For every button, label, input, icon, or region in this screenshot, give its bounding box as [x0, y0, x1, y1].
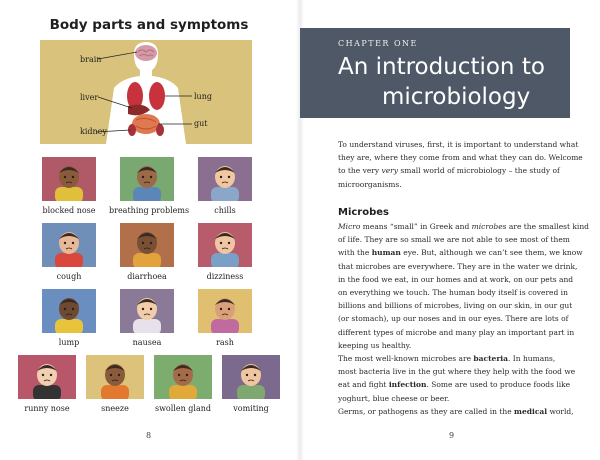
- text-line: that microbes are everywhere. They are in the water we drink,: [338, 261, 578, 271]
- label-kidney: kidney: [80, 127, 107, 136]
- symptom-illustration: [42, 223, 96, 267]
- text-line: (or stomach), up our noses and in our eyes. There are lots of: [338, 314, 569, 324]
- symptom-label: nausea: [132, 338, 162, 347]
- symptom-label: blocked nose: [42, 206, 96, 215]
- symptom-illustration: [120, 223, 174, 267]
- symptom-label: breathing problems: [109, 206, 190, 215]
- subheading-microbes: Microbes: [338, 207, 390, 218]
- text-line: to the very very small world of microbiology – the study of: [338, 166, 560, 176]
- chapter-title-line-1: An introduction to: [338, 54, 545, 80]
- text-line: eat and fight infection. Some are used to produce foods like: [338, 380, 571, 390]
- symptom-label: runny nose: [24, 404, 70, 413]
- text-line: microorganisms.: [338, 179, 402, 189]
- symptom-label: swollen gland: [154, 404, 212, 413]
- symptom-label: lump: [58, 338, 80, 347]
- page-number-right: 9: [449, 431, 455, 440]
- text-line: Micro means “small” in Greek and microbes are the smallest kind: [338, 222, 589, 231]
- symptom-label: vomiting: [233, 404, 269, 413]
- intro-paragraph: [338, 138, 583, 191]
- text-line: different types of microbe and many play an important part in: [338, 327, 575, 337]
- label-gut: gut: [194, 119, 208, 128]
- label-lung: lung: [194, 92, 212, 101]
- text-line: billions and billions of microbes, living on our skin, in our gut: [338, 301, 573, 311]
- text-line: most bacteria live in the gut where they help with the food we: [338, 367, 576, 377]
- text-line: in the food we eat, in our homes and at work, on our pets and: [338, 274, 574, 284]
- symptom-illustration: [42, 157, 96, 201]
- text-line: Germs, or pathogens as they are called in the medical world,: [338, 406, 574, 416]
- symptom-label: rash: [216, 338, 234, 347]
- label-liver: liver: [80, 93, 99, 102]
- text-line: with the human eye. But, although we can’t see them, we know: [338, 248, 583, 258]
- text-line: they are, where they come from and what they can do. Welcome: [338, 153, 583, 163]
- symptom-label: chills: [214, 206, 236, 215]
- symptom-illustration: [18, 355, 76, 399]
- text-line: To understand viruses, first, it is important to understand what: [338, 140, 579, 149]
- symptom-illustration: [120, 289, 174, 333]
- bacteria-paragraph: [338, 352, 576, 418]
- symptom-illustration: [198, 157, 252, 201]
- symptom-illustration: [42, 289, 96, 333]
- symptom-illustration: [222, 355, 280, 399]
- symptom-illustration: [198, 223, 252, 267]
- microbes-paragraph: [338, 220, 589, 352]
- symptom-illustration: [154, 355, 212, 399]
- text-line: on everything we touch. The human body itself is covered in: [338, 288, 568, 298]
- body-illustration: [40, 40, 252, 144]
- text-line: yoghurt, blue cheese or beer.: [338, 393, 450, 403]
- symptom-label: dizziness: [206, 272, 244, 281]
- body-diagram: [40, 40, 252, 144]
- left-page-title: Body parts and symptoms: [49, 17, 249, 33]
- page-number-left: 8: [146, 431, 152, 440]
- label-brain: brain: [80, 55, 102, 64]
- text-line: keeping us healthy.: [338, 340, 412, 350]
- chapter-label: CHAPTER ONE: [338, 39, 418, 48]
- chapter-title-line-2: microbiology: [382, 84, 531, 110]
- symptom-label: diarrhoea: [127, 272, 167, 281]
- symptom-label: sneeze: [101, 404, 129, 413]
- text-line: The most well-known microbes are bacteria. In humans,: [338, 354, 556, 363]
- symptom-illustration: [86, 355, 144, 399]
- symptom-illustration: [120, 157, 174, 201]
- symptom-label: cough: [56, 272, 82, 281]
- text-line: of life. They are so small we are not able to see most of them: [338, 235, 570, 245]
- symptom-illustration: [198, 289, 252, 333]
